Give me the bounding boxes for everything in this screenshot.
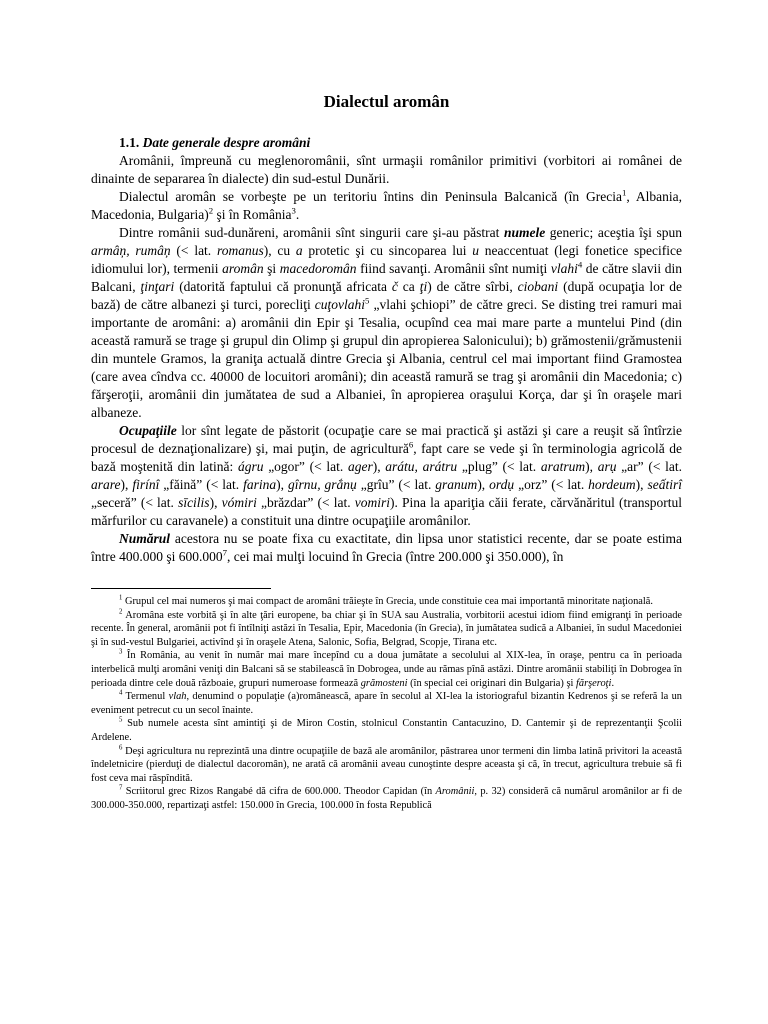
footnote-4: $^4$ Termenul vlah, denumind o populaţie (a)românească, apare în secolul al XI-lea la istoriograful bizantin Kedrenos şi se referă la un eveniment petrecut cu un secol înainte. [91,689,682,716]
footnotes [91,595,682,813]
term-numarul: Numărul [119,531,171,546]
footnote-3: $^3$ În România, au venit în număr mai mare începînd cu a doua jumătate a secolului al XIX-lea, în oraşe, pentru ca în perioada interbelică mulţi aromâni veniţi din Balcani să se stabilească în Dobrogea, unde au rămas pînă astăzi. Dintre aromânii stabiliţi în Dobrogea în perioada dintre cele două războaie, grupuri numeroase formează grămosteni (în special cei originari din Bulgaria) şi fărşeroţi. [91,648,682,689]
footnote-ref-6[interactable]: 6 [408,439,414,450]
footnote-ref-2[interactable]: 2 [208,205,214,216]
paragraph-5: Numărul acestora nu se poate fixa cu exactitate, din lipsa unor statistici recente, dar se poate estima între 400.000 şi 600.000$^7$, cei mai mulţi locuind în Grecia (între 200.000 şi 350.000), în [91,531,682,564]
section-title: Date generale despre aromâni [142,135,311,150]
footnote-ref-3[interactable]: 3 [291,205,296,216]
paragraph-1: Aromânii, împreună cu meglenoromânii, sînt urmaşii românilor primitivi (vorbitori ai românei de dinainte de separarea în dialecte) din sud-estul Dunării. [91,153,682,186]
term-numele: numele [503,225,546,240]
footnote-5: $^5$ Sub numele acesta sînt amintiţi şi de Miron Costin, stolnicul Constantin Cantacuzino, D. Cantemir şi de reprezentanţii Şcolii Ardelene. [91,716,682,743]
paragraph-4: Ocupaţiile lor sînt legate de păstorit (ocupaţie care se mai practică şi astăzi şi care a reuşit să întîrzie procesul de deznaţionalizare) şi, mai puţin, de agricultură$^6$, fapt care se vede şi în terminologia agricolă de bază moştenită din latină: ágru „ogor” (< lat. ager), arátu, arátru „plug” (< lat. aratrum), arụ „ar” (< lat. arare), firínî „făină” (< lat. farina), gîrnu, grắnụ „grîu” (< lat. granum), ordụ „orz” (< lat. hordeum), seấtirî „seceră” (< lat. sīcilis), vómiri „brăzdar” (< lat. vomiri). Pina la apariţia căii ferate, cărvănăritul (transportul mărfurilor cu caravanele) a constituit una dintre ocupaţiile aromânilor. [91,423,683,528]
footnote-separator [91,588,271,589]
footnote-6: $^6$ Deşi agricultura nu reprezintă una dintre ocupaţiile de bază ale aromânilor, păstrarea unor termeni din limba latină privitori la această îndeletnicire (pierduţi de dialectul dacoromân), ne arată că aromânii aveau cunoştinte despre aceasta şi că, în trecut, agricultura trebuie să fi fost ceva mai răspîndită. [91,744,682,784]
footnote-ref-5[interactable]: 5 [365,295,370,306]
footnote-7: $^7$ Scriitorul grec Rizos Rangabé dă cifra de 600.000. Theodor Capidan (în Aromânii, p. 32) consideră că numărul aromânilor ar fi de 300.000-350.000, repartizaţi astfel: 150.000 în Grecia, 100.000 în fosta Republică [91,784,682,811]
footnote-ref-1[interactable]: 1 [622,187,627,198]
paragraph-3: Dintre românii sud-dunăreni, aromânii sînt singurii care şi-au păstrat numele generic; aceştia îşi spun armâņ, rumâņ (< lat. romanus), cu a protetic şi cu sincoparea lui u neaccentuat (legi fonetice specifice idiomului lor), termenii aromân şi macedoromân fiind savanţi. Aromânii sînt numiţi vlahi$^4$ de către slavii din Balcani, ţinţari (datorită faptului că pronunţă africata č ca ţi) de către sîrbi, ciobani (după ocupaţia lor de bază) de către albanezi şi turci, porecliţi cuţovlahi$^5$ „vlahi şchiopi” de către greci. Se disting trei ramuri mai importante de aromâni: a) aromânii din Epir şi Tesalia, ocupînd cea mai mare parte a muntelui Pind (din această ramură se trage şi grupul din Olimp şi grupul din apropierea Salonicului); b) grămostenii/grămustenii din muntele Gramos, la graniţa actuală dintre Grecia şi Albania, centrul cel mai important fiind Gramostea (care avea cîndva cc. 40000 de locuitori aromâni); din această ramură se trag şi aromânii din Macedonia; c) fărşeroţii, aromânii din jumătatea de sud a Albaniei, în apropierea oraşului Korça, dar şi în oraşele mari albaneze. [91,225,683,420]
term-ocupatiile: Ocupaţiile [119,423,177,438]
page-title: Dialectul aromân [323,92,450,111]
document-body [91,134,682,566]
footnote-2: $^2$ Aromâna este vorbită şi în alte ţări europene, ba chiar şi în SUA sau Australia, vorbitorii acestui idiom fiind emigranţi în perioade recente. În general, aromânii pot fi întîlniţi astăzi în Tesalia, Epir, Macedonia (în Grecia), în jumătatea sudică a Albaniei, în sudul Macedoniei şi în sud-vestul Bulgariei, activînd şi în oraşele Atena, Salonic, Sofia, Belgrad, Scopje, Tirana etc. [91,608,682,648]
paragraph-2: Dialectul aromân se vorbeşte pe un teritoriu întins din Peninsula Balcanică (în Grecia$^1$, Albania, Macedonia, Bulgaria)$^2$ şi în România$^3$. [91,187,682,222]
footnote-ref-4[interactable]: 4 [577,259,583,270]
section-heading [91,134,682,152]
footnote-ref-7[interactable]: 7 [222,547,228,558]
section-number: 1.1. [119,135,140,150]
footnote-1: $^1$ Grupul cel mai numeros şi mai compact de aromâni trăieşte în Grecia, unde constituie cea mai importantă minoritate naţională. [119,594,653,607]
